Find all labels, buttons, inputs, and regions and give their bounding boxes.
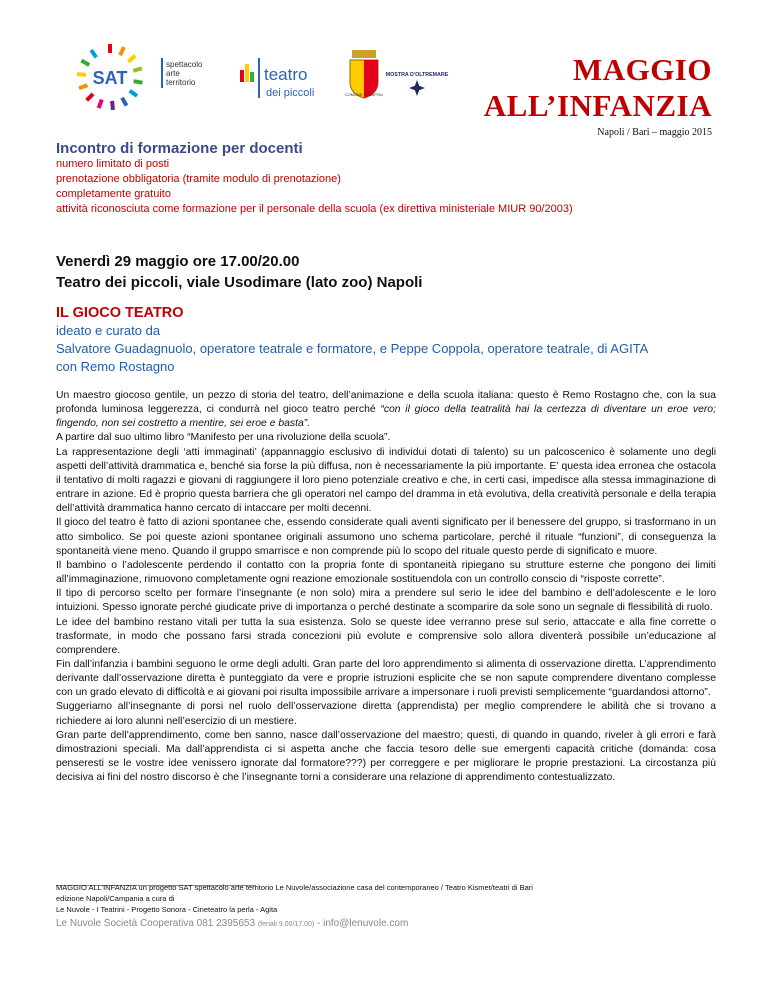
teatro-dei-piccoli-logo — [234, 50, 334, 106]
sat-tagline-line: territorio — [166, 78, 196, 87]
workshop-credit: Salvatore Guadagnuolo, operatore teatrale e formatore, e Peppe Coppola, operatore teatrale, di AGITA — [56, 341, 649, 356]
sat-logo-text: SAT — [92, 68, 128, 88]
paragraph: La rappresentazione degli ‘atti immaginati’ (appannaggio esclusivo di individui dotati di talento) su un palcoscenico è solamente uno degli aspetti dell’attività drammatica e, benché sia forse la più diffusa, non è necessariamente la più importante. E’ questa idea erronea che ostacola il tentativo di molti ragazzi e giovani di raggiungere il loro pieno potenziale creativo e che, in certi casi, impedisce alla stessa immaginazione di entrare in azione. Ed è proprio questa barriera che gli operatori nel campo del dramma in età evolutiva, della creatività personale e della terapia dell’attività drammatica hanno cercato di intaccare per molti decenni. — [56, 446, 716, 515]
sat-tagline — [166, 60, 202, 87]
comune-caption: COMUNE DI NAPOLI — [344, 92, 384, 97]
intro-line: prenotazione obbligatoria (tramite modulo di prenotazione) — [56, 173, 341, 185]
footer-contact-hours: (feriali 9.00/17.00) — [257, 921, 315, 928]
mostra-d-oltremare-logo — [385, 68, 449, 98]
workshop-section — [56, 304, 716, 376]
event-date: Venerdì 29 maggio ore 17.00/20.00 — [56, 253, 300, 270]
paragraph: Fin dall’infanzia i bambini seguono le orme degli adulti. Gran parte del loro apprendimento si alimenta di osservazione diretta. L’apprendimento derivante dall’osservazione diretta è punteggiato da vere e proprie istruzioni esplicite che se non sapute comprendere diventano complesse con un grado elevato di difficoltà e ai giovani poi risulta impossibile arrivare a impersonare i ruoli previsti semplicemente “guardandosi attorno”. — [56, 658, 716, 699]
paragraph — [56, 389, 716, 431]
event-details — [56, 251, 716, 293]
brand-title-line2: ALL’INFANZIA — [483, 88, 712, 123]
footer-line: Le Nuvole - I Teatrini - Progetto Sonora - Cineteatro la perla - Agita — [56, 905, 278, 914]
paragraph: A partire dal suo ultimo libro “Manifesto per una rivoluzione della scuola”. — [56, 432, 391, 444]
event-place: Teatro dei piccoli, viale Usodimare (lato zoo) Napoli — [56, 274, 423, 291]
sat-logo — [62, 42, 162, 112]
workshop-credit: con Remo Rostagno — [56, 359, 175, 374]
paragraph: Il gioco del teatro è fatto di azioni spontanee che, essendo considerate quali aventi significato per il benessere del gruppo, si trasformano in un atto simbolico. Se poi queste azioni spontanee originali assumono uno schema particolare, perché il rituale “funzioni”, di conseguenza la spontaneità viene meno. Quando il gruppo smarrisce e non comprende più lo scopo del rituale questo perde di significato e muore. — [56, 517, 716, 557]
brand-title-line1: MAGGIO — [572, 52, 712, 87]
workshop-title: IL GIOCO TEATRO — [56, 305, 184, 321]
footer-contact-name: Le Nuvole Società Cooperativa 081 2395653 — [56, 918, 258, 929]
workshop-credit: ideato e curato da — [56, 323, 161, 338]
paragraph-text: Un maestro giocoso gentile, un pezzo di storia del teatro, dell’animazione e della scuola italiana: questo è Remo Rostagno che, con la sua profonda luminosa leggerezza, ci condurrà nel gioco teatro perché — [56, 390, 716, 416]
paragraph: Il bambino o l’adolescente perdendo il contatto con la propria fonte di spontaneità ripiegano su strutture esterne che pongono dei limiti all’immaginazione, rimuovono completamente ogni reazione emozionale sostituendola con un controllo conscio di “risposte corrette”. — [56, 559, 716, 586]
footer-line: MAGGIO ALL’INFANZIA un progetto SAT spettacolo arte territorio Le Nuvole/associazione casa del contemporaneo / Teatro Kismet/teatri di Bari — [56, 883, 533, 892]
teatro-logo-line2: dei piccoli — [266, 87, 315, 99]
footer-contact — [56, 917, 716, 932]
quote: “con il gioco della teatralità hai la certezza di diventare un eroe vero; fingendo, non sei costretto a mentire, sei eroe e basta”. — [56, 404, 716, 430]
intro-line: attività riconosciuta come formazione per il personale della scuola (ex direttiva ministeriale MIUR 90/2003) — [56, 203, 573, 215]
footer — [56, 882, 716, 932]
mostra-logo-text: MOSTRA D'OLTREMARE — [385, 72, 449, 78]
event-brand — [484, 52, 712, 138]
intro-heading: Incontro di formazione per docenti — [56, 140, 303, 157]
footer-contact-email[interactable]: - info@lenuvole.com — [314, 918, 409, 929]
teatro-logo-line1: teatro — [264, 65, 308, 84]
sat-divider — [161, 58, 163, 88]
paragraph: Il tipo di percorso scelto per formare l’insegnante (e non solo) mira a prendere sul serio le idee del bambino e dell’adolescente e le loro intuizioni. Spesso ignorate perché giudicate prive di importanza o perché destinate a scomparire da sole sono un segnale di flessibilità di ruolo. — [56, 588, 716, 614]
brand-subtitle: Napoli / Bari – maggio 2015 — [597, 127, 712, 138]
partner-logos — [62, 40, 449, 110]
intro-line: numero limitato di posti — [56, 158, 170, 170]
intro-block — [56, 140, 716, 217]
sat-tagline-line: spettacolo — [166, 60, 203, 69]
intro-line: completamente gratuito — [56, 188, 171, 200]
footer-line: edizione Napoli/Campania a cura di — [56, 894, 175, 903]
paragraph: Suggeriamo all’insegnante di porsi nel ruolo dell’osservazione diretta (apprendista) per meglio comprendere le abilità che si trovano a richiedere ai loro alunni nell’esercizio di un mestiere. — [56, 701, 716, 727]
sat-tagline-line: arte — [166, 69, 180, 78]
body-text — [56, 389, 716, 785]
paragraph: Le idee del bambino restano vitali per tutta la sua esistenza. Solo se queste idee verranno prese sul serio, attaccate e alla fine corrette o trasformate, in modo che possano farsi strada concezioni più evolute e comprensive solo allora diventerà possibile un’educazione al comprendere. — [56, 616, 716, 656]
paragraph: Gran parte dell’apprendimento, come ben sanno, nasce dall’osservazione del maestro; questi, di quando in quando, riveler à gli errori e farà dimostrazioni speciali. Ma dall’apprendista ci si aspetta anche che faccia tesoro delle sue emergenti capacità critiche (domanda: cosa penseresti se le vostre idee venissero ignorate dal formatore???) per correggere e per migliorare le proprie prestazioni. La circostanza più decisiva ai fini del nostro discorso è che l’insegnante torni a considerare una relazione di apprendimento contestualizzato. — [56, 729, 716, 784]
